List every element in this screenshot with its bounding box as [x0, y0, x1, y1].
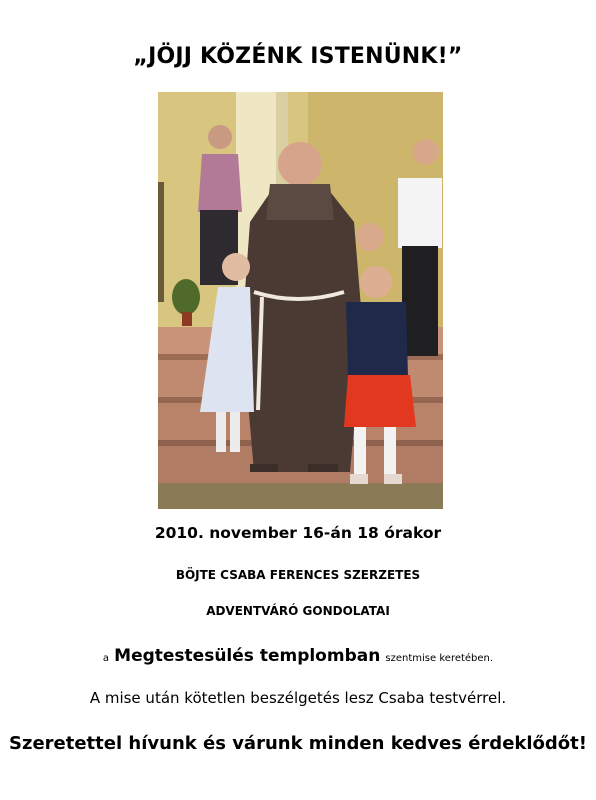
poster-photo — [158, 92, 443, 509]
venue-prefix: a — [102, 653, 110, 664]
venue-place: Megtestesülés templomban — [114, 646, 381, 666]
photo-illustration — [158, 92, 443, 509]
poster-title: „JÖJJ KÖZÉNK ISTENÜNK!” — [133, 44, 463, 69]
speaker-name: BÖJTE CSABA FERENCES SZERZETES — [175, 568, 421, 582]
after-mass-note: A mise után kötetlen beszélgetés lesz Csaba testvérrel. — [89, 689, 507, 707]
event-topic: ADVENTVÁRÓ GONDOLATAI — [206, 604, 390, 618]
welcome-message: Szeretettel hívunk és várunk minden kedves érdeklődőt! — [9, 733, 587, 754]
event-date: 2010. november 16-án 18 órakor — [154, 524, 442, 542]
event-venue — [0, 646, 596, 666]
venue-suffix: szentmise keretében. — [385, 653, 494, 664]
